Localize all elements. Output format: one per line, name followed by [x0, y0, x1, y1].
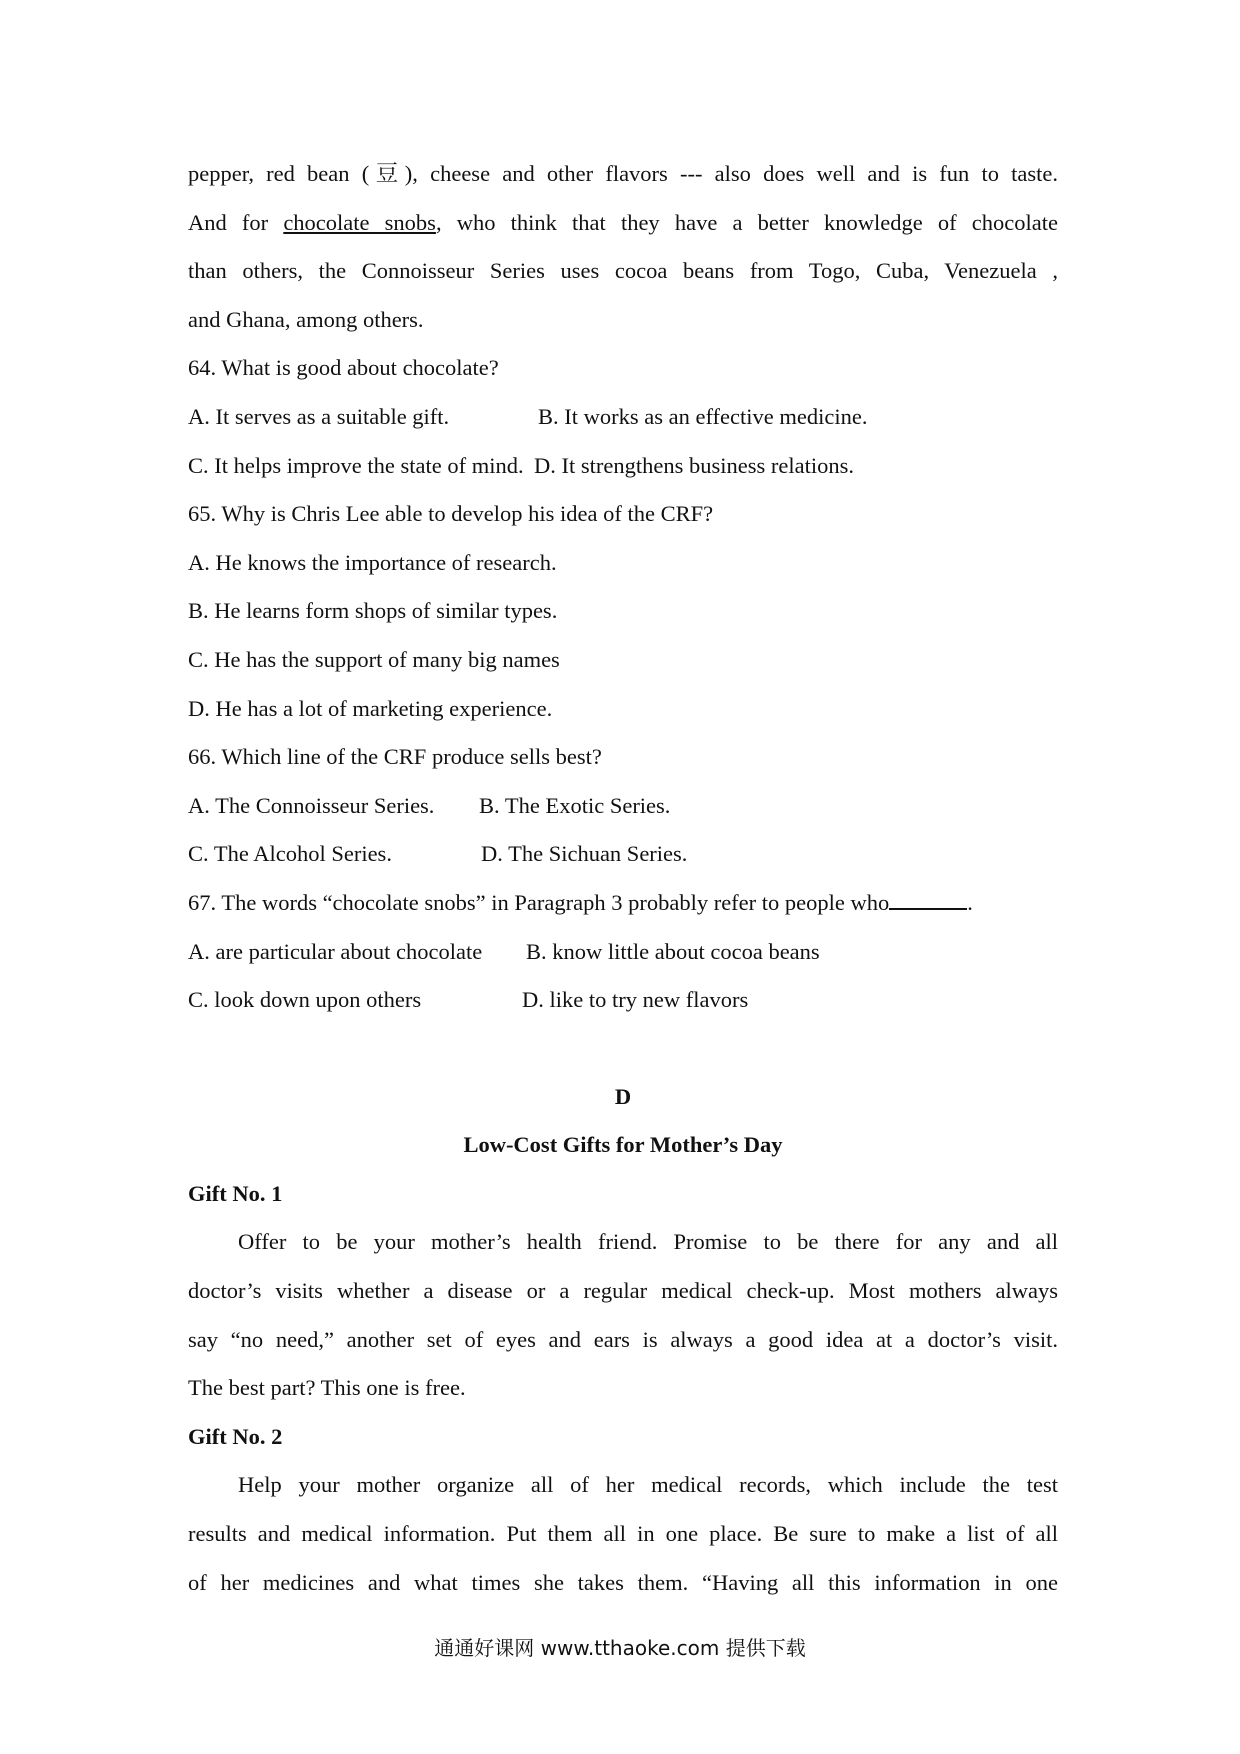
passage-text: , who think that they have a better knowledge of chocolate	[435, 209, 1058, 235]
section-letter: D	[614, 1083, 632, 1109]
underlined-term: chocolate snobs	[283, 209, 436, 235]
option-a: A. He knows the importance of research.	[188, 549, 557, 575]
passage-line: pepper, red bean (豆), cheese and other flavors --- also does well and is fun to taste.	[188, 161, 1058, 186]
option-b: B. It works as an effective medicine.	[538, 403, 868, 429]
option-b: B. know little about cocoa beans	[526, 938, 820, 964]
passage-text: And for	[188, 209, 284, 235]
passage-line: and Ghana, among others.	[188, 306, 424, 332]
option-c: C. The Alcohol Series.	[188, 841, 392, 867]
option-d: D. It strengthens business relations.	[534, 452, 854, 478]
option-row	[188, 830, 1058, 879]
option-row	[188, 976, 1058, 1025]
gift-paragraph-line: say “no need,” another set of eyes and ears is always a good idea at a doctor’s visit.	[188, 1326, 1058, 1352]
page-footer: 通通好课网 www.tthaoke.com 提供下载	[434, 1636, 806, 1660]
option-row	[188, 782, 1058, 831]
option-a: A. The Connoisseur Series.	[188, 792, 435, 818]
question-text: 67. The words “chocolate snobs” in Paragraph 3 probably refer to people who	[188, 889, 890, 915]
option-d: D. like to try new flavors	[522, 987, 749, 1013]
question-stem: 64. What is good about chocolate?	[188, 355, 499, 381]
gift-paragraph-line: Offer to be your mother’s health friend. Promise to be there for any and all	[238, 1229, 1058, 1255]
passage-line: than others, the Connoisseur Series uses cocoa beans from Togo, Cuba, Venezuela ,	[188, 258, 1058, 284]
option-b: B. He learns form shops of similar types.	[188, 598, 558, 624]
section-title: Low-Cost Gifts for Mother’s Day	[463, 1132, 783, 1158]
question-stem: 65. Why is Chris Lee able to develop his idea of the CRF?	[188, 501, 714, 527]
answer-blank	[889, 890, 967, 910]
option-c: C. look down upon others	[188, 987, 422, 1013]
gift-paragraph-line: results and medical information. Put them all in one place. Be sure to make a list of all	[188, 1521, 1058, 1547]
option-c: C. He has the support of many big names	[188, 646, 560, 672]
gift-paragraph-line: Help your mother organize all of her medical records, which include the test	[238, 1472, 1058, 1498]
option-d: D. He has a lot of marketing experience.	[188, 695, 553, 721]
option-c: C. It helps improve the state of mind.	[188, 452, 524, 478]
option-a: A. It serves as a suitable gift.	[188, 403, 450, 429]
option-row	[188, 928, 1058, 977]
gift-heading: Gift No. 2	[188, 1423, 283, 1449]
gift-paragraph-line: The best part? This one is free.	[188, 1375, 466, 1401]
option-d: D. The Sichuan Series.	[481, 841, 688, 867]
section-gap	[188, 1025, 1058, 1073]
option-row	[188, 442, 1058, 491]
question-period: .	[967, 889, 973, 915]
document-page	[188, 150, 1058, 1607]
gift-heading: Gift No. 1	[188, 1180, 283, 1206]
question-stem: 66. Which line of the CRF produce sells best?	[188, 744, 602, 770]
option-row	[188, 393, 1058, 442]
question-stem	[188, 879, 1058, 928]
gift-paragraph-line: of her medicines and what times she takes them. “Having all this information in one	[188, 1569, 1058, 1595]
passage-line	[188, 199, 1058, 248]
option-b: B. The Exotic Series.	[479, 792, 671, 818]
option-a: A. are particular about chocolate	[188, 938, 483, 964]
gift-paragraph-line: doctor’s visits whether a disease or a regular medical check-up. Most mothers always	[188, 1278, 1058, 1304]
